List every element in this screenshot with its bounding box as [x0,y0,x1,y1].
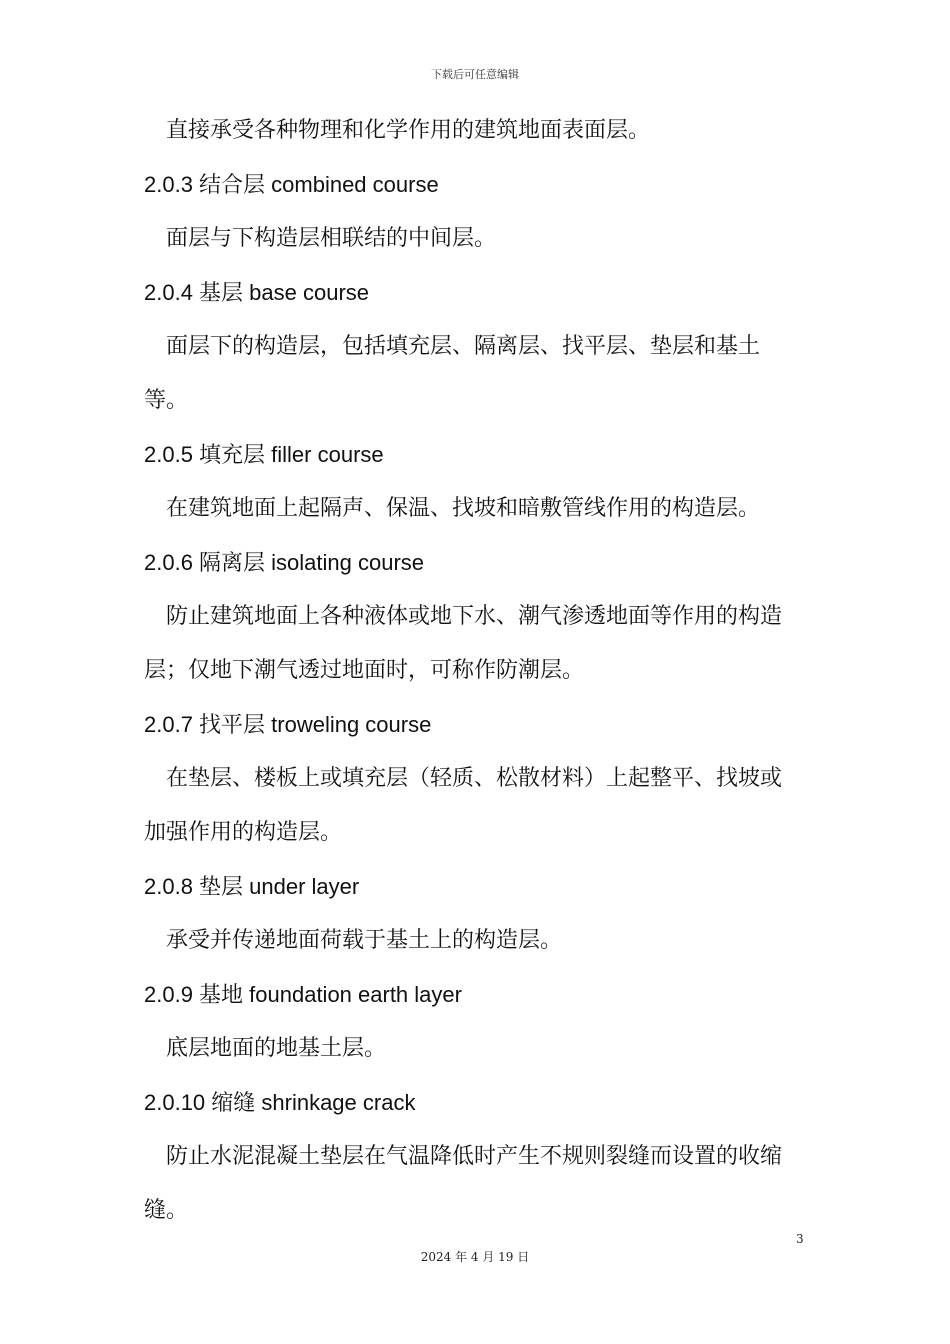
header-note: 下载后可任意编辑 [431,68,519,81]
term-heading: 2.0.7 找平层 troweling course [144,712,432,737]
definition-paragraph: 防止建筑地面上各种液体或地下水、潮气渗透地面等作用的构造层；仅地下潮气透过地面时，可称作防潮层。 [144,604,783,683]
definition-paragraph: 面层下的构造层，包括填充层、隔离层、找平层、垫层和基土等。 [144,334,761,413]
term-heading: 2.0.9 基地 foundation earth layer [144,982,462,1007]
definition-paragraph: 防止水泥混凝土垫层在气温降低时产生不规则裂缝而设置的收缩缝。 [144,1144,783,1223]
term-heading: 2.0.3 结合层 combined course [144,172,439,197]
definition-paragraph: 在垫层、楼板上或填充层（轻质、松散材料）上起整平、找坡或加强作用的构造层。 [144,766,783,845]
term-heading: 2.0.6 隔离层 isolating course [144,550,425,575]
term-heading: 2.0.8 垫层 under layer [144,874,360,899]
definition-paragraph: 底层地面的地基土层。 [166,1036,387,1061]
term-heading: 2.0.10 缩缝 shrinkage crack [144,1090,416,1115]
definition-paragraph: 承受并传递地面荷载于基土上的构造层。 [166,928,563,953]
page-number: 3 [796,1232,804,1246]
term-heading: 2.0.4 基层 base course [144,280,370,305]
footer-date: 2024 年 4 月 19 日 [420,1250,530,1264]
document-body [144,104,792,1238]
definition-paragraph: 面层与下构造层相联结的中间层。 [166,226,497,251]
term-heading: 2.0.5 填充层 filler course [144,442,384,467]
definition-paragraph: 直接承受各种物理和化学作用的建筑地面表面层。 [166,118,651,143]
definition-paragraph: 在建筑地面上起隔声、保温、找坡和暗敷管线作用的构造层。 [166,496,761,521]
